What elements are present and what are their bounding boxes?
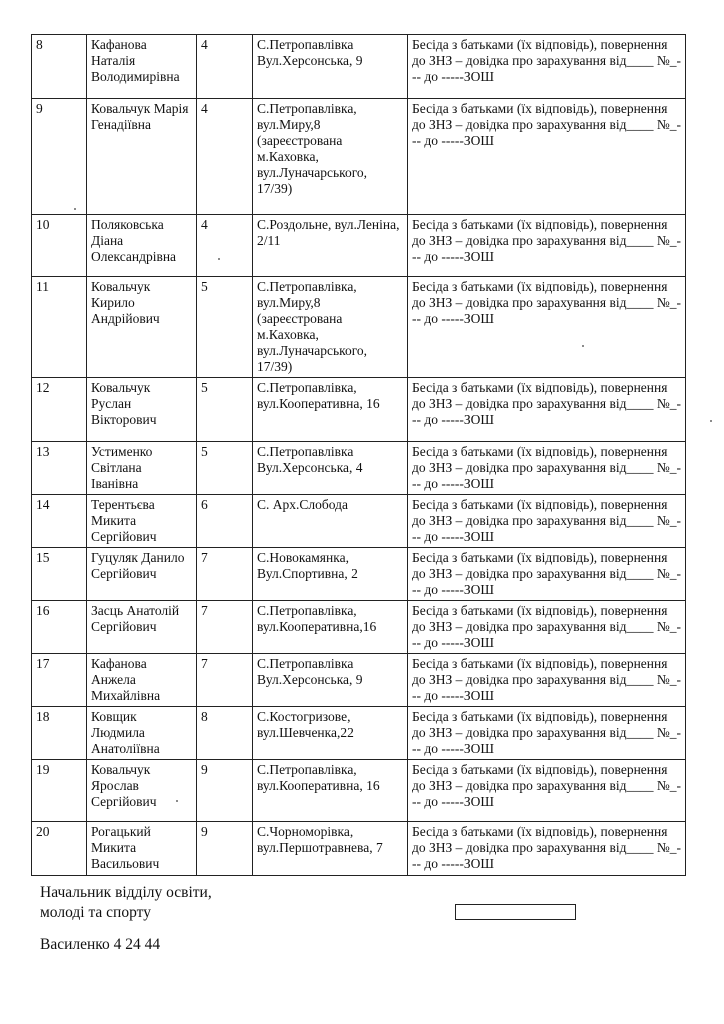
student-name: Кафанова Наталія Володимирівна [87,35,197,99]
table-row [32,99,686,215]
table-row [32,548,686,601]
grade: 4 [197,99,253,215]
address: С.Петропавлівка Вул.Херсонська, 9 [253,654,408,707]
address: С.Петропавлівка, вул.Кооперативна,16 [253,601,408,654]
table-row [32,822,686,876]
row-number: 12 [32,378,87,442]
note: Бесіда з батьками (їх відповідь), повернення до ЗНЗ – довідка про зарахування від____ №_--- до -----ЗОШ [408,378,686,442]
address: С.Костогризове, вул.Шевченка,22 [253,707,408,760]
row-number: 8 [32,35,87,99]
signature-block [40,883,212,923]
note: Бесіда з батьками (їх відповідь), повернення до ЗНЗ – довідка про зарахування від____ №_--- до -----ЗОШ [408,99,686,215]
grade: 9 [197,822,253,876]
address: С.Петропавлівка, вул.Миру,8 (зареєстрована м.Каховка, вул.Луначарського, 17/39) [253,99,408,215]
note: Бесіда з батьками (їх відповідь), повернення до ЗНЗ – довідка про зарахування від____ №_--- до -----ЗОШ [408,707,686,760]
address: С.Петропавлівка Вул.Херсонська, 9 [253,35,408,99]
student-name: Гуцуляк Данило Сергійович [87,548,197,601]
signature-title-line2: молоді та спорту [40,904,151,921]
address: С.Петропавлівка, вул.Миру,8 (зареєстрована м.Каховка, вул.Луначарського, 17/39) [253,277,408,378]
note: Бесіда з батьками (їх відповідь), повернення до ЗНЗ – довідка про зарахування від____ №_--- до -----ЗОШ [408,548,686,601]
address: С.Петропавлівка, вул.Кооперативна, 16 [253,378,408,442]
grade: 4 [197,215,253,277]
student-name: Ковальчук Марія Генадіївна [87,99,197,215]
scan-speck [710,420,712,422]
row-number: 15 [32,548,87,601]
grade: 8 [197,707,253,760]
row-number: 16 [32,601,87,654]
student-name: Ковальчук Руслан Вікторович [87,378,197,442]
student-name: Кафанова Анжела Михайлівна [87,654,197,707]
row-number: 11 [32,277,87,378]
grade: 9 [197,760,253,822]
student-name: Рогацький Микита Васильович [87,822,197,876]
scan-speck [176,800,178,802]
grade: 7 [197,601,253,654]
table-row [32,215,686,277]
grade: 5 [197,378,253,442]
table-row [32,495,686,548]
note: Бесіда з батьками (їх відповідь), повернення до ЗНЗ – довідка про зарахування від____ №_--- до -----ЗОШ [408,495,686,548]
address: С.Чорноморівка, вул.Першотравнева, 7 [253,822,408,876]
grade: 6 [197,495,253,548]
scan-speck [218,258,220,260]
note: Бесіда з батьками (їх відповідь), повернення до ЗНЗ – довідка про зарахування від____ №_--- до -----ЗОШ [408,654,686,707]
row-number: 17 [32,654,87,707]
table-row [32,760,686,822]
row-number: 13 [32,442,87,495]
students-table [31,34,686,876]
row-number: 20 [32,822,87,876]
signature-title-line1: Начальник відділу освіти, [40,884,212,901]
row-number: 19 [32,760,87,822]
note: Бесіда з батьками (їх відповідь), повернення до ЗНЗ – довідка про зарахування від____ №_--- до -----ЗОШ [408,215,686,277]
note: Бесіда з батьками (їх відповідь), повернення до ЗНЗ – довідка про зарахування від____ №_--- до -----ЗОШ [408,822,686,876]
contact-line: Василенко 4 24 44 [40,936,161,953]
row-number: 14 [32,495,87,548]
scan-speck [74,208,76,210]
table-row [32,707,686,760]
table-row [32,35,686,99]
scan-speck [582,345,584,347]
address: С. Арх.Слобода [253,495,408,548]
student-name: Ковальчук Кирило Андрійович [87,277,197,378]
student-name: Ковщик Людмила Анатоліївна [87,707,197,760]
row-number: 9 [32,99,87,215]
student-name: Ковальчук Ярослав Сергійович [87,760,197,822]
note: Бесіда з батьками (їх відповідь), повернення до ЗНЗ – довідка про зарахування від____ №_--- до -----ЗОШ [408,35,686,99]
student-name: Устименко Світлана Іванівна [87,442,197,495]
note: Бесіда з батьками (їх відповідь), повернення до ЗНЗ – довідка про зарахування від____ №_--- до -----ЗОШ [408,760,686,822]
note: Бесіда з батьками (їх відповідь), повернення до ЗНЗ – довідка про зарахування від____ №_--- до -----ЗОШ [408,442,686,495]
student-name: Поляковська Діана Олександрівна [87,215,197,277]
table-row [32,442,686,495]
grade: 4 [197,35,253,99]
student-name: Терентьєва Микита Сергійович [87,495,197,548]
signature-box [455,904,576,920]
row-number: 10 [32,215,87,277]
table-row [32,277,686,378]
students-table-body [32,35,686,876]
table-row [32,654,686,707]
address: С.Петропавлівка Вул.Херсонська, 4 [253,442,408,495]
table-row [32,378,686,442]
grade: 5 [197,277,253,378]
grade: 7 [197,654,253,707]
grade: 5 [197,442,253,495]
address: С.Новокамянка, Вул.Спортивна, 2 [253,548,408,601]
note: Бесіда з батьками (їх відповідь), повернення до ЗНЗ – довідка про зарахування від____ №_--- до -----ЗОШ [408,601,686,654]
student-name: Засць Анатолій Сергійович [87,601,197,654]
address: С.Петропавлівка, вул.Кооперативна, 16 [253,760,408,822]
note: Бесіда з батьками (їх відповідь), повернення до ЗНЗ – довідка про зарахування від____ №_--- до -----ЗОШ [408,277,686,378]
address: С.Роздольне, вул.Леніна, 2/11 [253,215,408,277]
row-number: 18 [32,707,87,760]
grade: 7 [197,548,253,601]
table-row [32,601,686,654]
